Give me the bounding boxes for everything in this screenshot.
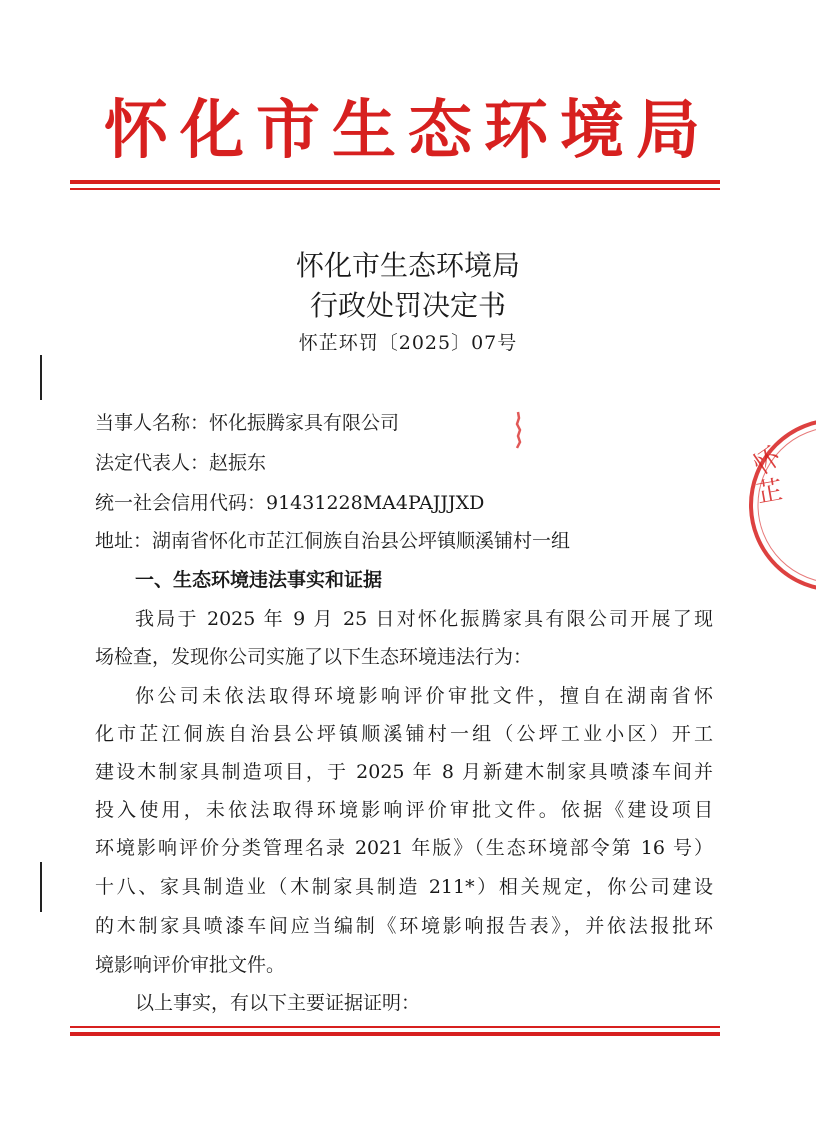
paragraph-line: 十八、家具制造业（木制家具制造 211*）相关规定，你公司建设 [95,876,713,898]
letterhead-rule-thin [70,188,720,190]
party-representative: 法定代表人：赵振东 [95,452,267,474]
paragraph-line: 以上事实，有以下主要证据证明： [135,992,421,1014]
paragraph-line: 化市芷江侗族自治县公坪镇顺溪铺村一组（公坪工业小区）开工 [95,723,713,745]
paragraph-line: 投入使用，未依法取得环境影响评价审批文件。依据《建设项目 [95,799,713,821]
section-heading: 一、生态环境违法事实和证据 [135,569,383,591]
party-credit-code: 统一社会信用代码：91431228MA4PAJJJXD [95,492,485,514]
document-number: 怀芷环罚〔2025〕07号 [298,332,518,354]
paragraph-line: 我局于 2025 年 9 月 25 日对怀化振腾家具有限公司开展了现 [135,608,713,630]
scan-mark-bottom [40,862,42,912]
scan-mark-top [40,355,42,400]
ink-smudge [512,410,524,450]
paragraph-line: 环境影响评价分类管理名录 2021 年版》（生态环境部令第 16 号） [95,837,713,859]
document-title-line2: 行政处罚决定书 [309,289,506,322]
paragraph-line: 场检查，发现你公司实施了以下生态环境违法行为： [95,646,533,668]
paragraph-line: 建设木制家具制造项目，于 2025 年 8 月新建木制家具喷漆车间并 [95,761,713,783]
paragraph-line: 的木制家具喷漆车间应当编制《环境影响报告表》，并依法报批环 [95,915,713,937]
letterhead-rule-thick [70,180,720,184]
footer-rule-thick [70,1032,720,1036]
footer-rule-thin [70,1026,720,1028]
letterhead-title: 怀化市生态环境局 [104,93,712,168]
seal-lettering: 怀 [748,441,787,482]
svg-text:芷: 芷 [754,475,786,510]
party-address: 地址：湖南省怀化市芷江侗族自治县公坪镇顺溪铺村一组 [95,530,571,552]
paragraph-line: 境影响评价审批文件。 [95,954,286,976]
party-name: 当事人名称：怀化振腾家具有限公司 [95,412,400,434]
paragraph-line: 你公司未依法取得环境影响评价审批文件，擅自在湖南省怀 [135,685,713,707]
official-seal-stamp [736,405,816,605]
document-title-line1: 怀化市生态环境局 [295,249,520,282]
